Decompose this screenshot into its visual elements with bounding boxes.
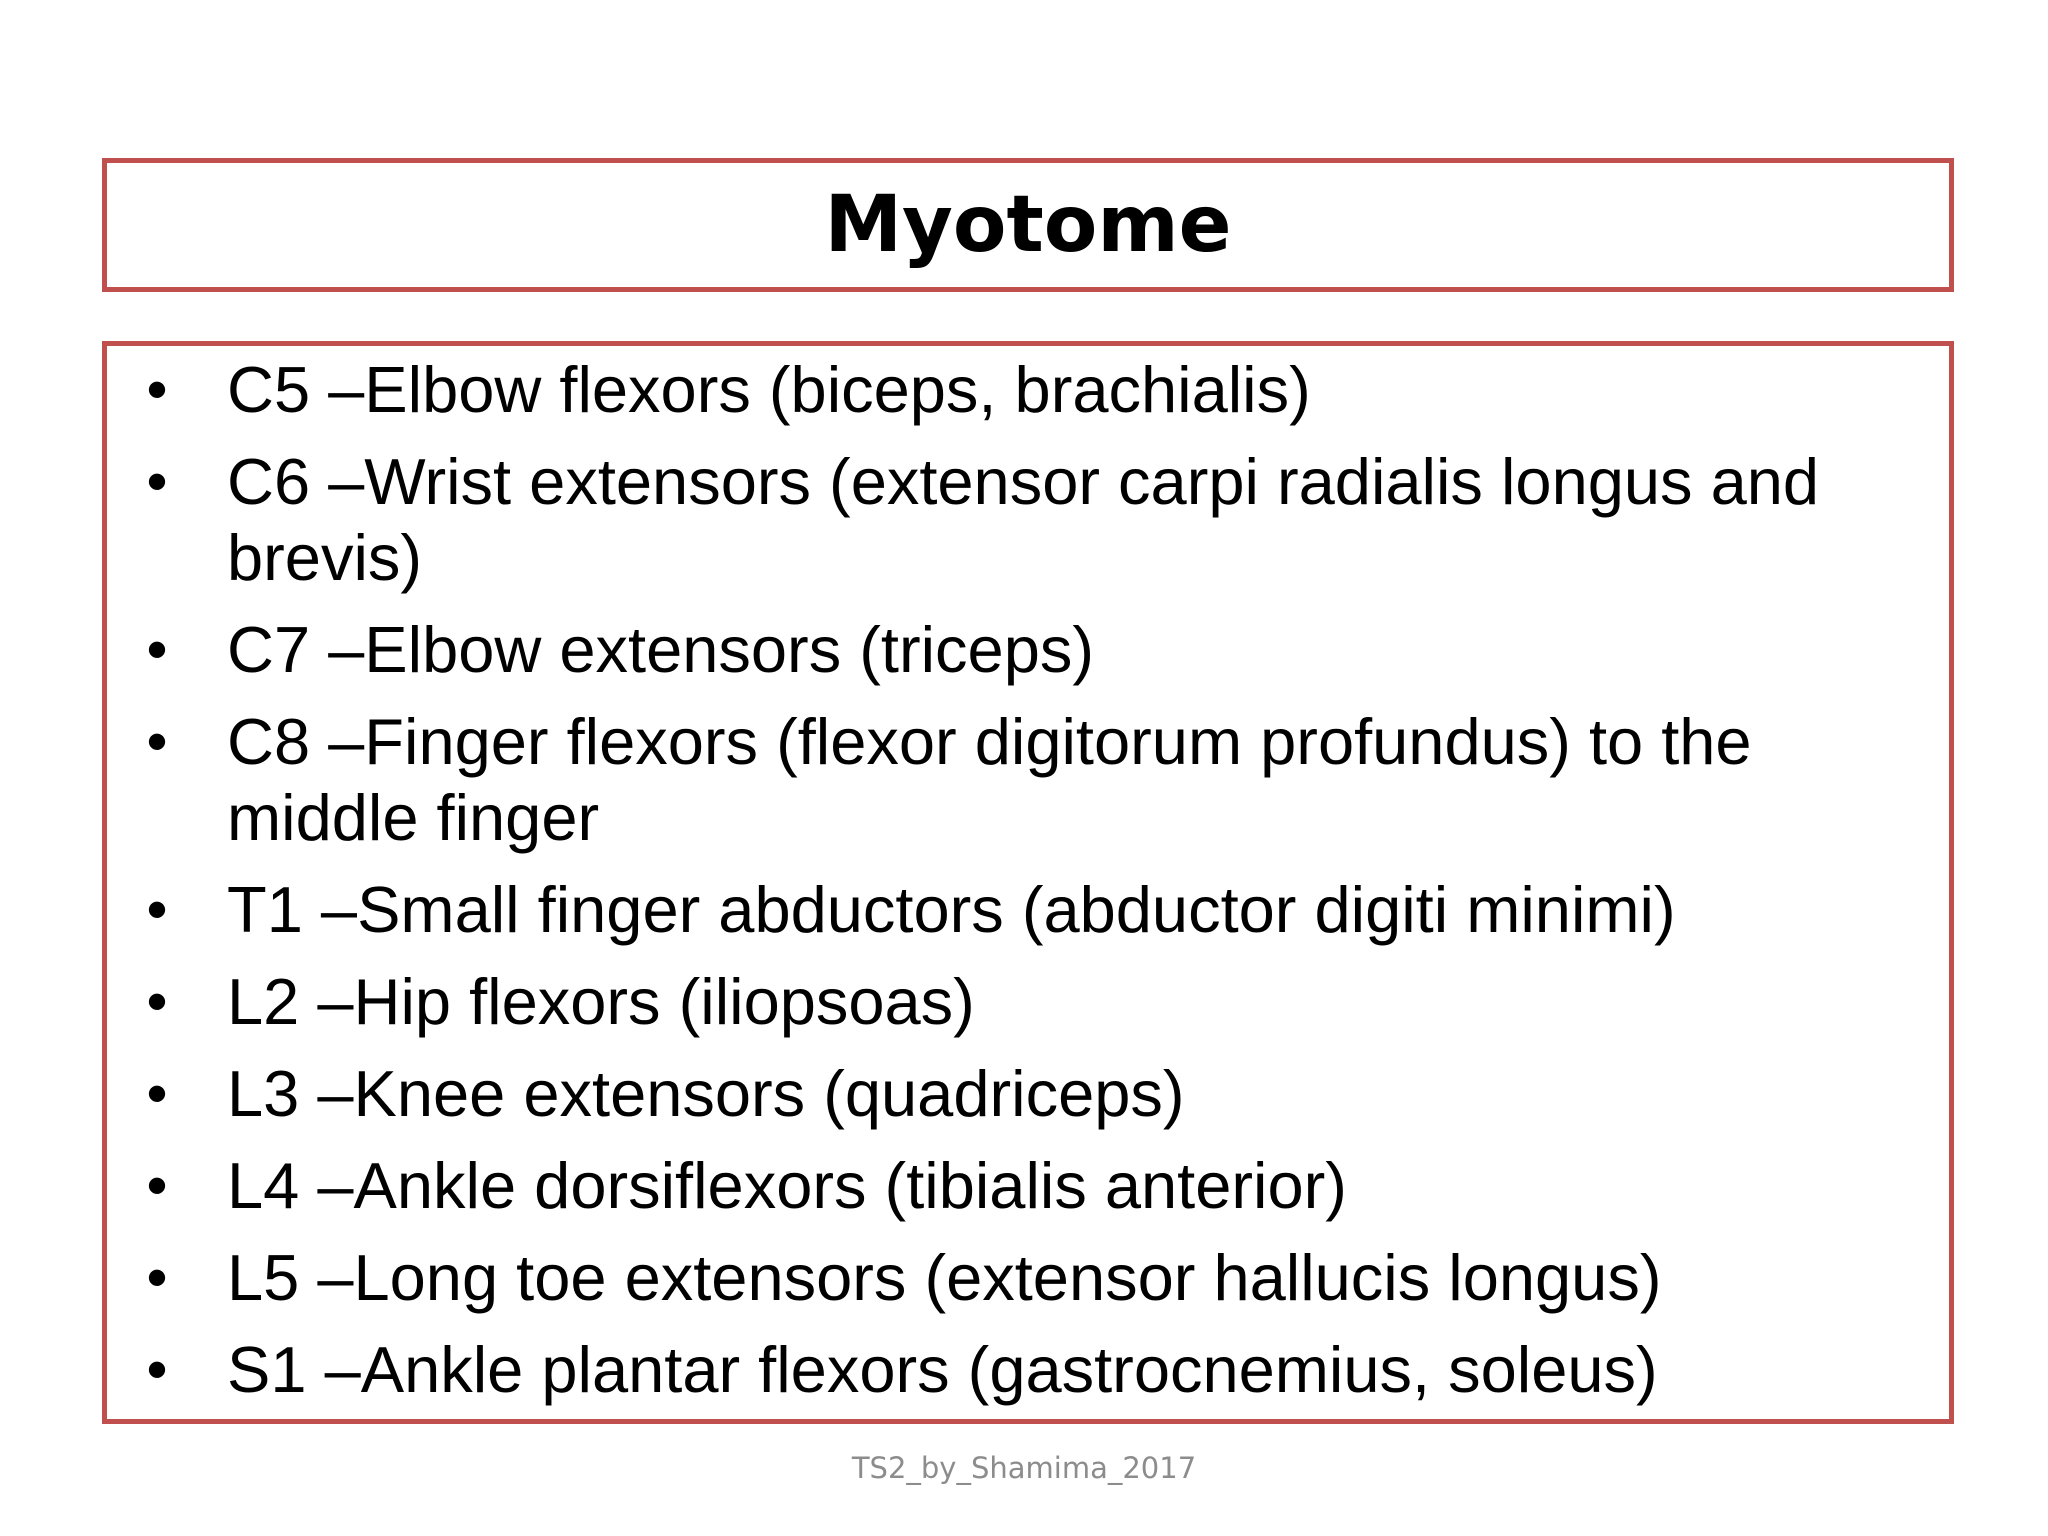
list-item	[127, 872, 1957, 948]
footer-credit: TS2_by_Shamima_2017	[851, 1451, 1197, 1485]
slide-title: Myotome	[824, 180, 1232, 270]
list-item-text: L5 –Long toe extensors (extensor hallucis longus)	[227, 1241, 1662, 1314]
list-item-text: L4 –Ankle dorsiflexors (tibialis anterior)	[227, 1149, 1347, 1222]
list-item	[127, 964, 1957, 1040]
list-item	[127, 612, 1957, 688]
list-item-text: C8 –Finger flexors (flexor digitorum profundus) to the middle finger	[227, 705, 1752, 854]
list-item-text: L2 –Hip flexors (iliopsoas)	[227, 965, 975, 1038]
list-item	[127, 1332, 1957, 1408]
list-item	[127, 1240, 1957, 1316]
list-item-text: S1 –Ankle plantar flexors (gastrocnemius, soleus)	[227, 1333, 1658, 1406]
bullet-icon: •	[146, 876, 168, 943]
list-item	[127, 1148, 1957, 1224]
title-box	[102, 158, 1954, 292]
list-item-text: C7 –Elbow extensors (triceps)	[227, 613, 1094, 686]
bullet-icon: •	[146, 1244, 168, 1311]
bullet-icon: •	[146, 1152, 168, 1219]
list-item-text: C6 –Wrist extensors (extensor carpi radialis longus and brevis)	[227, 445, 1820, 594]
bullet-icon: •	[146, 968, 168, 1035]
bullet-list	[127, 352, 1929, 1408]
bullet-icon: •	[146, 448, 168, 515]
content-box	[102, 341, 1954, 1424]
bullet-icon: •	[146, 356, 168, 423]
list-item	[127, 352, 1957, 428]
list-item-text: C5 –Elbow flexors (biceps, brachialis)	[227, 353, 1311, 426]
bullet-icon: •	[146, 616, 168, 683]
list-item	[127, 1056, 1957, 1132]
list-item	[127, 444, 1957, 596]
bullet-icon: •	[146, 1060, 168, 1127]
list-item	[127, 704, 1957, 856]
bullet-icon: •	[146, 708, 168, 775]
bullet-icon: •	[146, 1336, 168, 1403]
list-item-text: L3 –Knee extensors (quadriceps)	[227, 1057, 1185, 1130]
list-item-text: T1 –Small finger abductors (abductor digiti minimi)	[227, 873, 1676, 946]
